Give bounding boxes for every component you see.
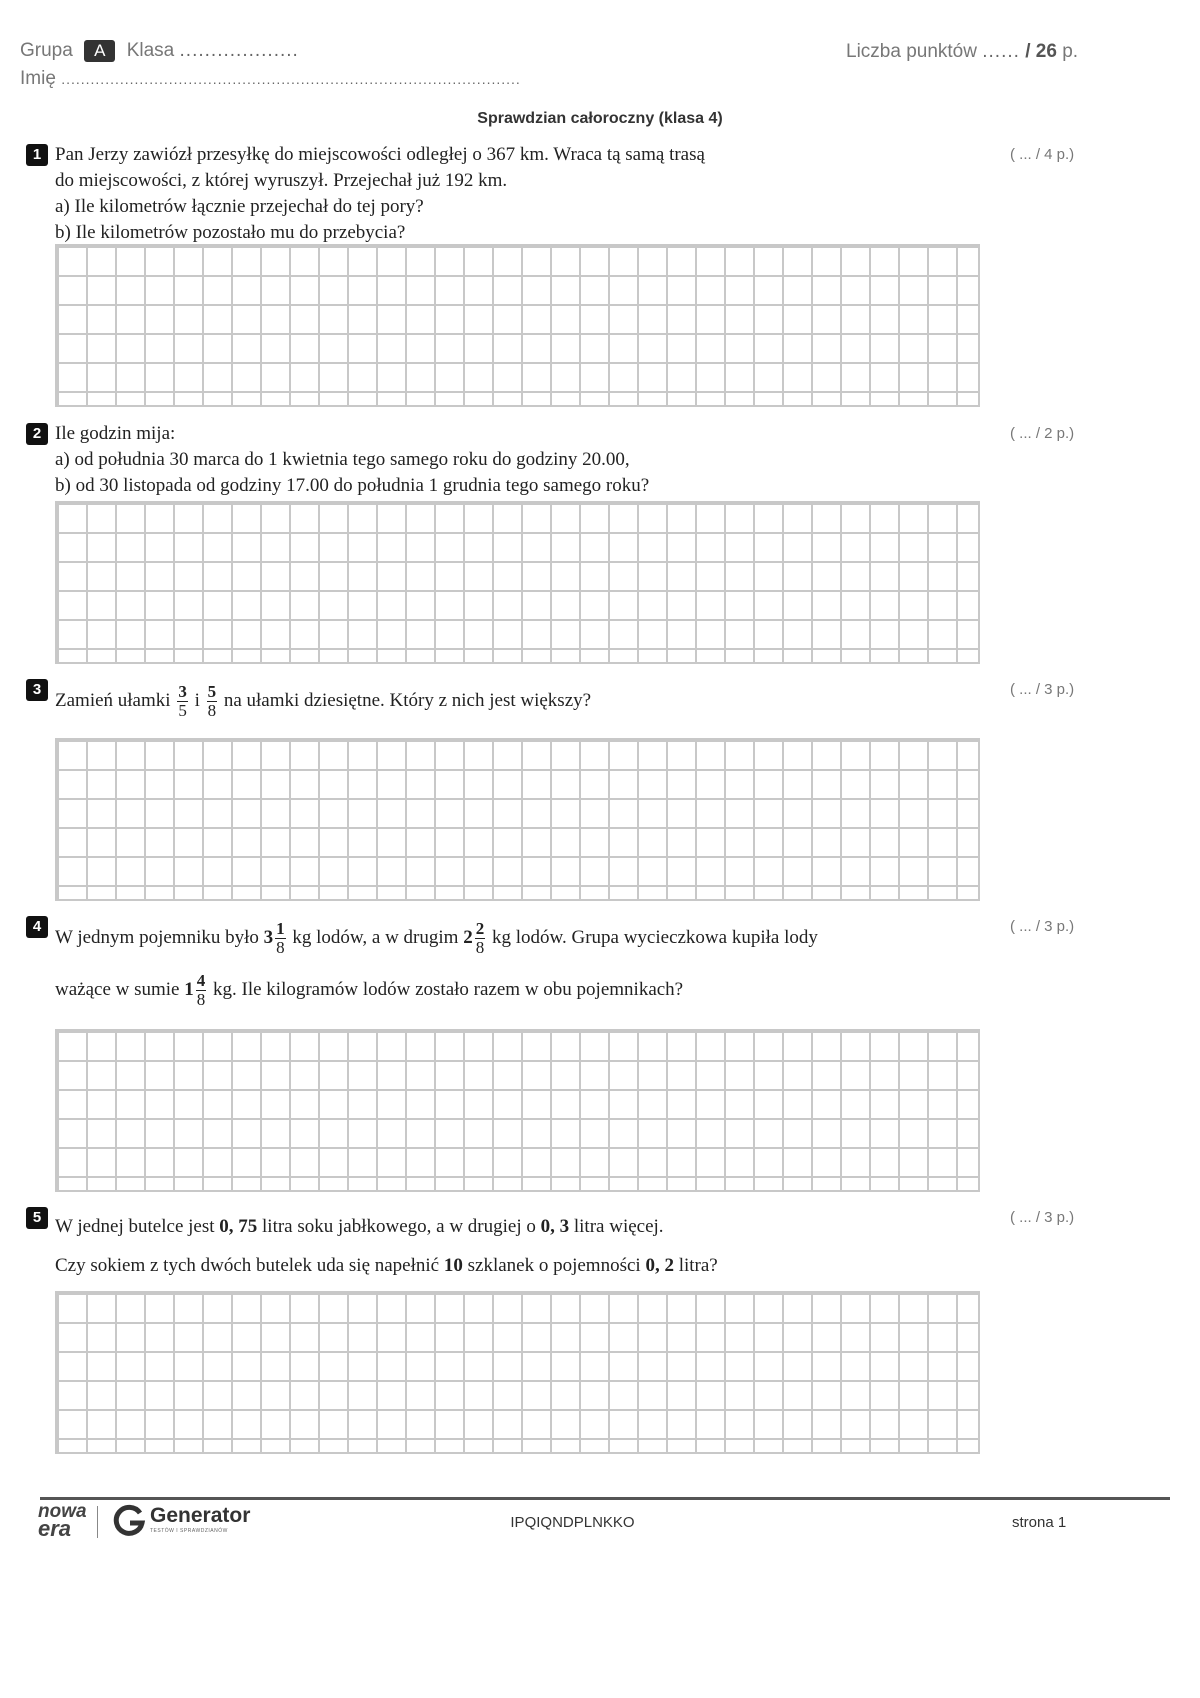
mixed-number-int: 2 xyxy=(463,926,473,948)
question-3-text xyxy=(55,683,995,720)
question-line: Ile godzin mija: xyxy=(55,423,176,444)
answer-grid[interactable] xyxy=(55,1029,980,1192)
question-text: kg. Ile kilogramów lodów zostało razem w obu pojemnikach? xyxy=(213,978,684,1000)
answer-grid[interactable] xyxy=(55,501,980,664)
generator-text: Generator TESTÓW I SPRAWDZIANÓW xyxy=(150,1504,251,1534)
question-text: kg lodów. Grupa wycieczkowa kupiła lody xyxy=(491,926,818,948)
page-number: strona 1 xyxy=(1012,1514,1067,1531)
question-points: ( ... / 4 p.) xyxy=(1010,146,1075,163)
question-text: litra? xyxy=(678,1255,718,1276)
question-text: litra więcej. xyxy=(573,1216,664,1237)
math-value: 10 xyxy=(443,1255,463,1276)
answer-grid[interactable] xyxy=(55,1291,980,1454)
math-value: 0, 75 xyxy=(219,1216,258,1237)
question-line: do miejscowości, z której wyruszył. Przejechał już 192 km. xyxy=(55,170,508,191)
fraction: $\frac{5}{8}$ xyxy=(207,682,217,720)
class-label: Klasa xyxy=(126,40,175,61)
answer-grid[interactable] xyxy=(55,738,980,901)
mixed-number-int: 1 xyxy=(184,978,194,1000)
points-label: Liczba punktów xyxy=(846,41,977,62)
question-points: ( ... / 3 p.) xyxy=(1010,681,1075,698)
question-text: litra soku jabłkowego, a w drugiej o xyxy=(262,1216,536,1237)
question-text: na ułamki dziesiętne. Który z nich jest większy? xyxy=(223,689,592,711)
question-number: 4 xyxy=(26,916,48,938)
question-text: W jednej butelce jest xyxy=(55,1216,215,1237)
group-label: Grupa xyxy=(20,40,73,61)
math-value: 0, 3 xyxy=(540,1216,570,1237)
math-value: 0, 2 xyxy=(645,1255,674,1276)
question-points: ( ... / 3 p.) xyxy=(1010,918,1075,935)
question-line: a) Ile kilometrów łącznie przejechał do tej pory? xyxy=(55,196,424,217)
question-1-text xyxy=(55,142,995,246)
answer-grid[interactable] xyxy=(55,244,980,407)
points-unit: p. xyxy=(1062,41,1079,62)
question-2-text xyxy=(55,421,995,499)
question-4-line-2 xyxy=(55,972,995,1009)
question-text: szklanek o pojemności xyxy=(467,1255,641,1276)
question-4-line-1 xyxy=(55,920,995,957)
fraction: $\frac{3}{5}$ xyxy=(178,682,187,720)
header-group-class xyxy=(20,40,299,62)
question-text: W jednym pojemniku było xyxy=(55,926,259,948)
question-line: Pan Jerzy zawiózł przesyłkę do miejscowości odległej o 367 km. Wraca tą samą trasą xyxy=(55,144,705,165)
question-number: 3 xyxy=(26,679,48,701)
name-label: Imię xyxy=(20,68,56,89)
group-badge: A xyxy=(84,40,115,62)
question-5-line-2 xyxy=(55,1253,995,1279)
fraction: $\frac{4}{8}$ xyxy=(196,971,206,1009)
page-title: Sprawdzian całoroczny (klasa 4) xyxy=(477,110,723,127)
fraction: $\frac{1}{8}$ xyxy=(276,919,285,957)
fraction: $\frac{2}{8}$ xyxy=(475,919,485,957)
question-line: b) Ile kilometrów pozostało mu do przebycia? xyxy=(55,222,406,243)
header-points xyxy=(846,41,1078,63)
points-total: / 26 xyxy=(1025,41,1057,62)
question-text: Czy sokiem z tych dwóch butelek uda się napełnić xyxy=(55,1255,440,1276)
question-text: i xyxy=(194,689,200,711)
logo-nowa-era: nowa era xyxy=(38,1501,87,1541)
class-field[interactable]: ................... xyxy=(179,40,299,61)
name-field[interactable]: .............................................................................................. xyxy=(61,71,521,87)
points-field[interactable]: ...... xyxy=(982,41,1020,62)
question-line: b) od 30 listopada od godziny 17.00 do południa 1 grudnia tego samego roku? xyxy=(55,475,650,496)
mixed-number-int: 3 xyxy=(263,926,274,948)
question-5-line-1 xyxy=(55,1214,995,1240)
question-points: ( ... / 3 p.) xyxy=(1010,1209,1075,1226)
footer-divider xyxy=(40,1497,1170,1500)
question-text: ważące w sumie xyxy=(55,978,180,1000)
question-number: 5 xyxy=(26,1207,48,1229)
question-number: 2 xyxy=(26,423,48,445)
document-code: IPQIQNDPLNKKO xyxy=(510,1514,635,1531)
question-points: ( ... / 2 p.) xyxy=(1010,425,1075,442)
question-text: Zamień ułamki xyxy=(55,689,171,711)
header-name xyxy=(20,68,521,90)
question-line: a) od południa 30 marca do 1 kwietnia tego samego roku do godziny 20.00, xyxy=(55,449,630,470)
question-text: kg lodów, a w drugim xyxy=(292,926,459,948)
question-number: 1 xyxy=(26,144,48,166)
